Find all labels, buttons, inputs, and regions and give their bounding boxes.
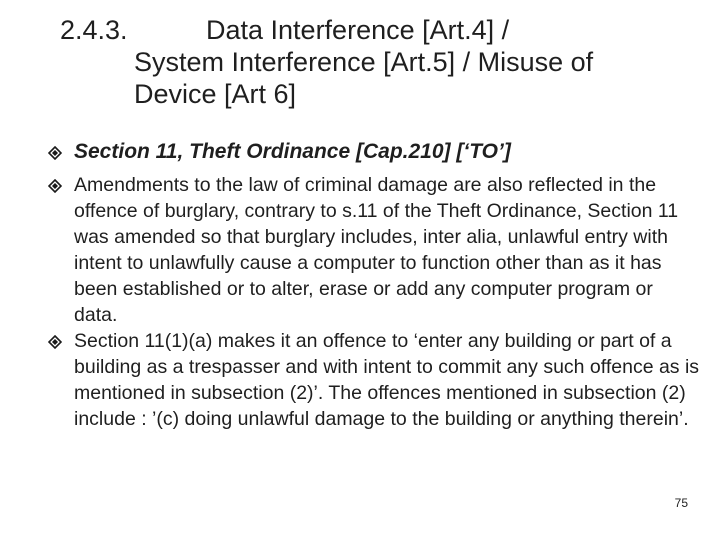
section-number: 2.4.3.	[60, 15, 128, 45]
diamond-bullet-icon	[48, 179, 62, 193]
title-line-3: Device [Art 6]	[134, 79, 297, 109]
bullet-text: Amendments to the law of criminal damage are also reflected in the offence of burglary, contrary to s.11 of the Theft Ordinance, Section 11 was amended so that burglary includes, inter alia, unlawful entry with intent to unlawfully cause a computer to function other than as it has been established or to alter, erase or add any computer program or data.	[74, 174, 679, 326]
diamond-bullet-icon	[48, 146, 62, 160]
title-line-1	[0, 14, 720, 46]
bullet-item-amendments	[0, 172, 720, 328]
bullet-item-section-11-1-a	[0, 328, 720, 432]
page-number: 75	[674, 496, 688, 510]
bullet-item-section-heading	[0, 138, 720, 166]
bullet-text: Section 11(1)(a) makes it an offence to ‘enter any building or part of a building as a trespasser and with intent to commit any such offence as is mentioned in subsection (2)’. The offences mentioned in subsection (2) include : ’(c) doing unlawful damage to the building or anything therein’.	[74, 330, 700, 430]
title-line-2: System Interference [Art.5] / Misuse of	[134, 47, 594, 77]
bullet-list	[0, 138, 720, 432]
diamond-bullet-icon	[48, 335, 62, 349]
slide-title	[0, 14, 720, 110]
title-text-line-1: Data Interference [Art.4] /	[206, 15, 510, 45]
bullet-text: Section 11, Theft Ordinance [Cap.210] [‘TO’]	[74, 140, 511, 163]
